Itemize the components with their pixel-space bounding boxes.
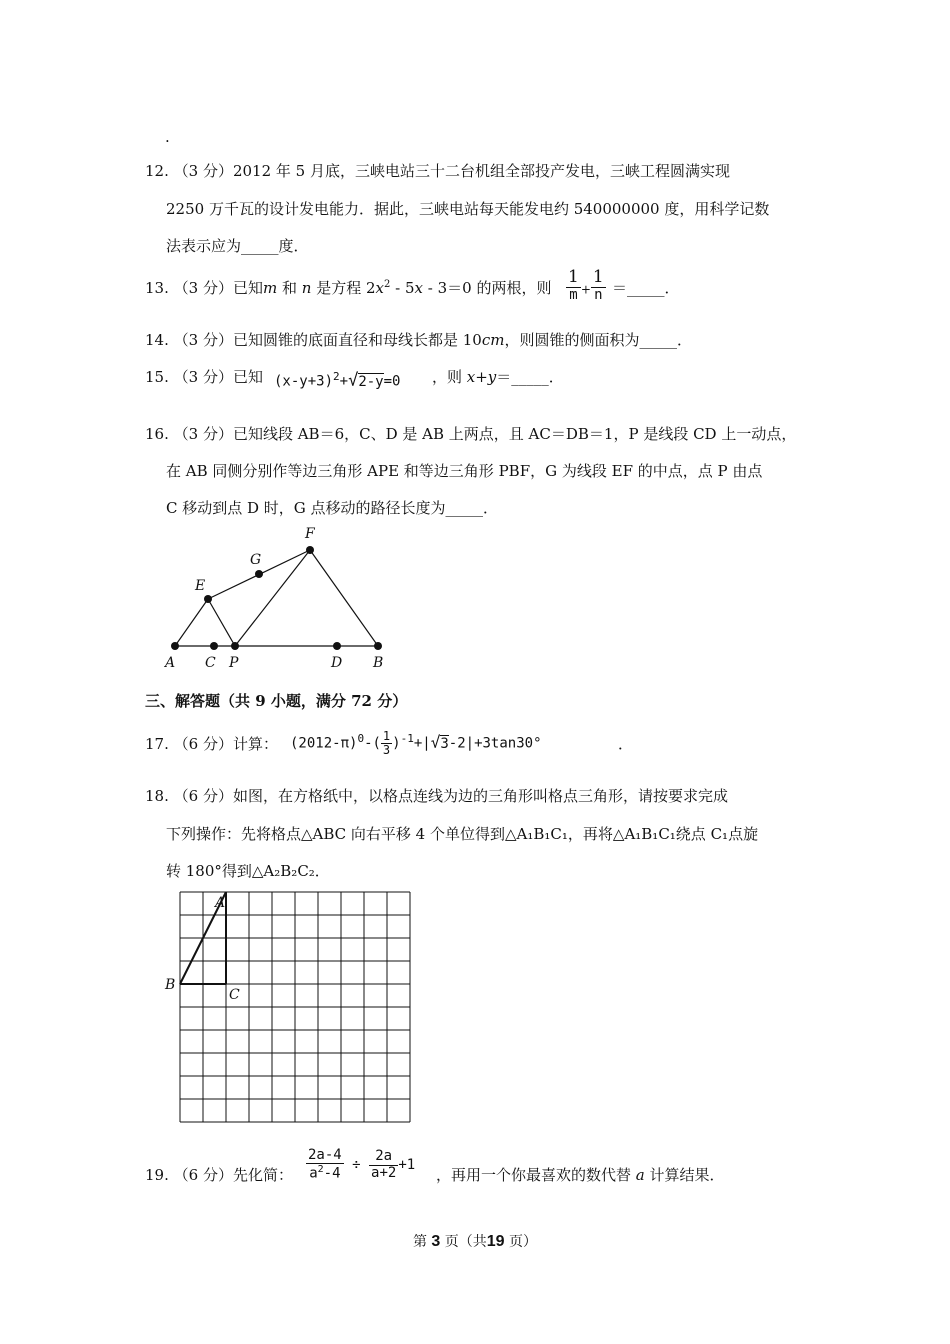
question-16-line3: C 移动到点 D 时，G 点移动的路径长度为_____． [166,499,499,517]
question-score: （6 分） [173,787,233,805]
question-number: 17. [145,735,169,753]
label-d: D [331,655,343,671]
sqrt-content: 2-y [358,373,384,390]
question-17 [145,733,278,754]
variable: a [635,1166,645,1184]
den-var: a [309,1166,318,1183]
page-number: 3 [431,1233,441,1250]
q17-end: ． [618,735,634,753]
question-12-line2: 2250 万千瓦的设计发电能力．据此，三峡电站每天能发电约 540000000 度，用科学记数 [166,200,770,218]
question-score: （3 分） [173,279,233,297]
question-number: 16. [145,425,169,443]
fraction [566,268,581,303]
question-text: 已知线段 AB＝6，C、D 是 AB 上两点，且 AC＝DB＝1，P 是线段 CD 上一动点， [232,425,797,443]
divide-sign: ÷ [352,1157,361,1174]
question-score: （3 分） [173,368,233,386]
expression: ) [392,735,401,752]
question-19 [145,1164,293,1185]
text: ，则圆锥的侧面积为_____． [504,331,692,349]
section-heading: 三、解答题（共 9 小题，满分 72 分） [145,692,408,710]
unit: cm [481,331,505,349]
text: 已知 [232,368,263,386]
question-14 [145,329,692,350]
numerator: 2a [369,1149,398,1165]
question-16 [145,423,796,444]
label-a: A [165,655,176,671]
point-g [255,570,263,578]
total-pages: 19 [486,1233,505,1250]
label-e: E [195,578,206,594]
numerator: 1 [592,267,604,287]
point-c [210,642,218,650]
exponent: 2 [333,370,340,383]
footer-text: 第 [412,1234,427,1250]
label-c: C [205,655,216,671]
question-text: 如图，在方格纸中，以格点连线为边的三角形叫格点三角形，请按要求完成 [232,787,728,805]
question-18 [145,785,728,806]
text: - 5 [390,279,415,297]
q13-blank: ＝_____． [612,279,680,297]
denominator: a+2 [371,1164,397,1181]
text: 是方程 2 [311,279,376,297]
fraction [306,1148,344,1182]
expression: +| [413,735,431,752]
plus: + [339,373,349,390]
denominator [306,1164,344,1182]
text: ，再用一个你最喜欢的数代替 [436,1166,636,1184]
sqrt-content: 3 [440,735,449,752]
expression: (x-y+3) [274,373,334,390]
point-p [231,642,239,650]
question-16-line2: 在 AB 同侧分别作等边三角形 APE 和等边三角形 PBF，G 为线段 EF 的中点，点 P 由点 [166,462,763,480]
fraction [591,268,606,303]
den-rest: -4 [323,1166,341,1183]
question-number: 19. [145,1166,169,1184]
sqrt-sign: √ [348,370,359,391]
label-g: G [250,552,262,568]
text: 计算结果． [644,1166,725,1184]
exponent: 0 [357,732,365,746]
q13-fraction-sum [566,268,606,303]
exponent: 2 [317,1164,324,1176]
label-f: F [305,526,315,542]
text: - 3＝0 的两根，则 [422,279,552,297]
question-number: 14. [145,331,169,349]
label-a: A [215,895,226,911]
q15-expression [274,370,400,391]
plus: + [580,282,591,297]
variable: m [262,279,278,297]
q19-expression [306,1148,415,1182]
label-p: P [229,655,239,671]
footer-text: 页） [509,1234,538,1250]
question-score: （6 分） [173,1166,233,1184]
expression: (2012-π) [290,735,358,752]
exponent: 2 [383,279,391,290]
text: 和 [277,279,302,297]
text: ＝_____． [496,368,564,386]
label-b: B [165,977,176,993]
point-f [306,546,314,554]
label-c: C [229,987,240,1003]
footer-text: 页（共 [444,1234,487,1250]
denominator: m [569,286,578,303]
variable: n [301,279,312,297]
question-score: （3 分） [173,162,233,180]
exponent: -1 [400,732,414,746]
question-score: （6 分） [173,735,233,753]
question-18-line3: 转 180°得到△A₂B₂C₂． [166,862,330,880]
q15-tail [432,366,564,387]
question-number: 12. [145,162,169,180]
leading-dot: . [165,128,170,146]
q19-tail [436,1164,725,1185]
question-score: （3 分） [173,425,233,443]
q17-expression [290,730,542,757]
denominator: n [594,286,603,303]
label-b: B [373,655,384,671]
point-e [204,595,212,603]
question-number: 18. [145,787,169,805]
question-12 [145,160,730,181]
question-text: 2012 年 5 月底，三峡电站三十二台机组全部投产发电，三峡工程圆满实现 [232,162,730,180]
fraction [381,730,392,757]
denominator: 3 [382,743,391,758]
fraction [369,1149,398,1181]
variable: x+y [466,368,497,386]
point-d [333,642,341,650]
q16-figure [160,522,400,674]
text: 已知 [232,279,263,297]
q18-grid-figure [160,886,422,1130]
question-15 [145,366,263,387]
variable: x [414,279,423,297]
variable: x [375,279,384,297]
numerator: 2a-4 [308,1147,342,1163]
sqrt-sign: √ [430,732,441,752]
text: 计算： [232,735,278,753]
question-18-line2: 下列操作：先将格点△ABC 向右平移 4 个单位得到△A₁B₁C₁，再将△A₁B₁C₁绕点 C₁点旋 [166,825,759,843]
point-a [171,642,179,650]
question-12-line3: 法表示应为_____度． [166,237,309,255]
question-number: 13. [145,279,169,297]
text: ，则 [432,368,467,386]
expression: -( [364,735,381,752]
text: 先化简： [232,1166,293,1184]
question-number: 15. [145,368,169,386]
expression: -2|+3tan30° [448,735,542,752]
point-b [374,642,382,650]
text: 已知圆锥的底面直径和母线长都是 10 [232,331,482,349]
numerator: 1 [382,729,391,743]
question-13 [145,277,551,298]
numerator: 1 [568,267,579,287]
question-score: （3 分） [173,331,233,349]
page-footer [0,1231,950,1251]
expression: +1 [398,1157,416,1174]
expression: =0 [383,373,401,390]
